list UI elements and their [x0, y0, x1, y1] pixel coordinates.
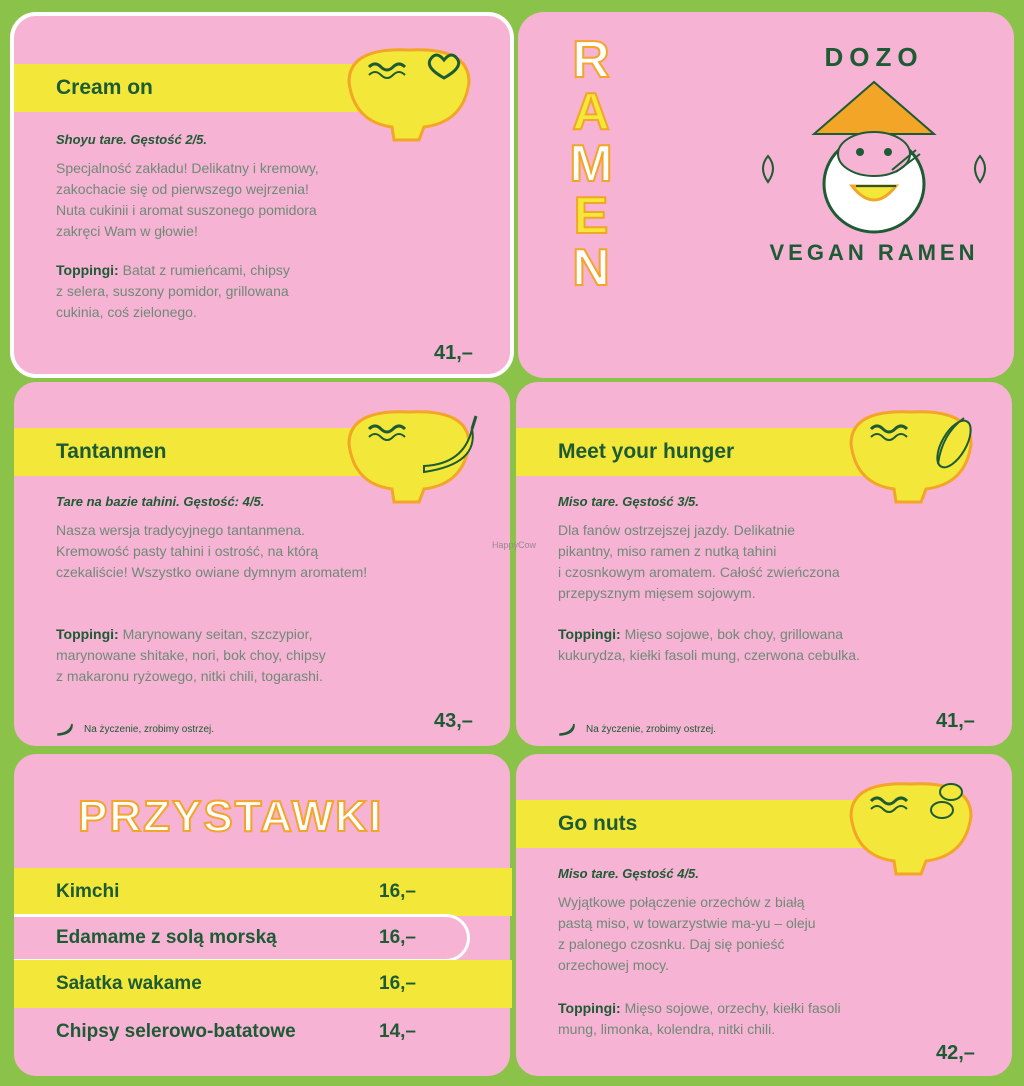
dish-description: Dla fanów ostrzejszej jazdy. Delikatnie pikantny, miso ramen z nutką tahini i czosnkowym aromatem. Całość zwieńczona przepysznym mięsem sojowym. [558, 522, 840, 601]
leaf-right-icon [970, 154, 990, 184]
ramen-word [556, 31, 626, 297]
tare-info: Miso tare. Gęstość 3/5. [558, 494, 699, 509]
appetizer-name: Sałatka wakame [56, 973, 202, 994]
toppings [56, 260, 290, 323]
note-text: Na życzenie, zrobimy ostrzej. [84, 723, 215, 735]
dish-price: 41,– [936, 710, 975, 732]
toppings-label: Toppingi: [558, 1000, 621, 1016]
appetizer-price: 16,– [379, 881, 416, 902]
menu-card-cream-on [10, 12, 514, 378]
appetizers-card [10, 750, 514, 1080]
ramen-letter-e: E [573, 187, 609, 245]
appetizer-name: Edamame z solą morską [56, 927, 277, 948]
dish-name: Cream on [56, 76, 153, 99]
ramen-letter-r: R [572, 31, 610, 89]
dozo-logo [754, 34, 994, 294]
dish-price: 42,– [936, 1042, 975, 1064]
chili-outline-icon [558, 722, 576, 736]
sloth-mascot-icon [794, 74, 954, 234]
chili-outline-icon [56, 722, 74, 736]
appetizer-price: 16,– [379, 973, 416, 994]
toppings-label: Toppingi: [56, 626, 119, 642]
toppings-text: Marynowany seitan, szczypior, marynowane shitake, nori, bok choy, chipsy z makaronu ryżowego, nitki chili, togarashi. [56, 626, 326, 684]
spicy-note [56, 722, 214, 736]
appetizer-name: Chipsy selerowo-batatowe [56, 1021, 296, 1042]
bowl-corn-icon [846, 404, 986, 504]
toppings-text: Batat z rumieńcami, chipsy z selera, suszony pomidor, grillowana cukinia, coś zielonego. [56, 262, 290, 320]
ramen-header-area [518, 12, 1014, 378]
appetizer-price: 14,– [379, 1021, 416, 1042]
appetizer-price: 16,– [379, 927, 416, 948]
appetizer-row [14, 868, 514, 916]
appetizer-row [14, 914, 470, 962]
bowl-chili-icon [344, 404, 484, 504]
toppings [558, 998, 841, 1040]
watermark: HappyCow [492, 540, 537, 550]
dish-name: Go nuts [558, 812, 638, 835]
bowl-nuts-icon [846, 776, 986, 876]
bowl-heart-icon [344, 42, 479, 142]
menu-card-tantanmen [10, 378, 514, 750]
dish-name: Meet your hunger [558, 440, 735, 463]
dish-description: Specjalność zakładu! Delikatny i kremowy, zakochacie się od pierwszego wejrzenia! Nuta cukinii i aromat suszonego pomidora zakręci Wam w głowie! [56, 160, 319, 239]
toppings-text: Mięso sojowe, orzechy, kiełki fasoli mung, limonka, kolendra, nitki chili. [558, 1000, 841, 1037]
dish-name: Tantanmen [56, 440, 167, 463]
menu-card-go-nuts [512, 750, 1016, 1080]
tare-info: Tare na bazie tahini. Gęstość: 4/5. [56, 494, 265, 509]
toppings-text: Mięso sojowe, bok choy, grillowana kukurydza, kiełki fasoli mung, czerwona cebulka. [558, 626, 860, 663]
toppings-label: Toppingi: [56, 262, 119, 278]
ramen-letter-m: M [569, 135, 613, 193]
dish-description: Wyjątkowe połączenie orzechów z białą pastą miso, w towarzystwie ma-yu – oleju z palonego czosnku. Daj się ponieść orzechowej mocy. [558, 894, 816, 973]
appetizer-row [14, 1008, 514, 1056]
dish-price: 41,– [434, 342, 473, 364]
note-text: Na życzenie, zrobimy ostrzej. [586, 723, 717, 735]
dish-description: Nasza wersja tradycyjnego tantanmena. Kremowość pasty tahini i ostrość, na którą czekaliście! Wszystko owiane dymnym aromatem! [56, 522, 368, 580]
ramen-letter-a: A [572, 83, 610, 141]
menu-card-meet-your-hunger [492, 378, 1016, 750]
logo-top-text: DOZO [824, 42, 924, 72]
appetizer-name: Kimchi [56, 881, 120, 902]
toppings [558, 624, 860, 666]
appetizers-title: PRZYSTAWKI [78, 792, 384, 841]
tare-info: Shoyu tare. Gęstość 2/5. [56, 132, 208, 147]
toppings-label: Toppingi: [558, 626, 621, 642]
appetizer-row [14, 960, 514, 1008]
tare-info: Miso tare. Gęstość 4/5. [558, 866, 699, 881]
leaf-left-icon [758, 154, 778, 184]
logo-bottom-text: VEGAN RAMEN [769, 240, 979, 265]
toppings [56, 624, 326, 687]
dish-price: 43,– [434, 710, 473, 732]
ramen-letter-n: N [572, 239, 610, 297]
spicy-note [558, 722, 716, 736]
